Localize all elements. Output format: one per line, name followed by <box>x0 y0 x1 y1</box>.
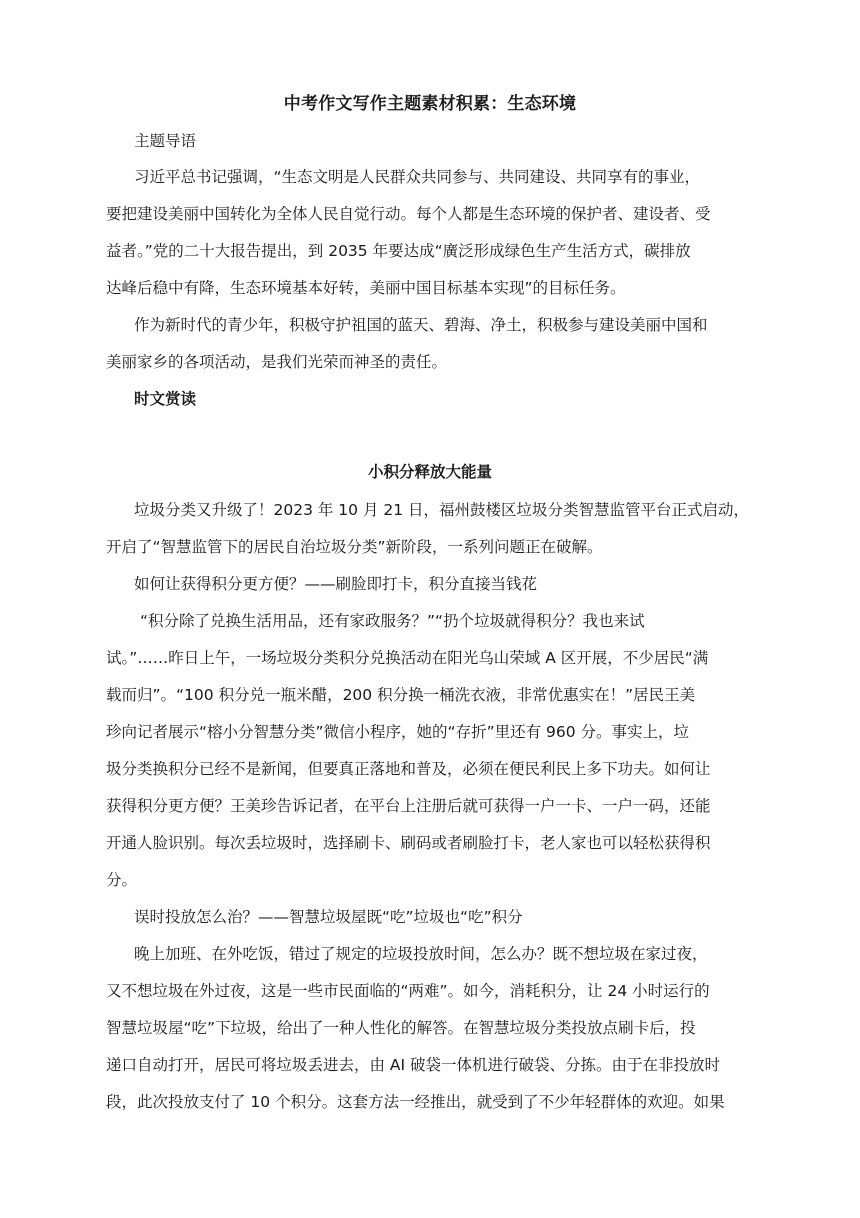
text-line: 晚上加班、在外吃饭，错过了规定的垃圾投放时间，怎么办？既不想垃圾在家过夜， <box>134 945 708 963</box>
article-title: 小积分释放大能量 <box>367 463 492 481</box>
article-paragraph-3 <box>106 936 766 1121</box>
reading-heading: 时文赏读 <box>134 390 197 408</box>
text-line: 获得积分更方便？王美珍告诉记者，在平台上注册后就可获得一户一卡、一户一码，还能 <box>106 797 711 815</box>
text-line: 开启了“智慧监管下的居民自治垃圾分类”新阶段，一系列问题正在破解。 <box>106 538 603 556</box>
intro-paragraph-1 <box>106 159 766 307</box>
article-paragraph-1 <box>106 492 766 566</box>
text-line: 达峰后稳中有降，生态环境基本好转，美丽中国目标基本实现”的目标任务。 <box>106 279 626 297</box>
text-line: 习近平总书记强调，“生态文明是人民群众共同参与、共同建设、共同享有的事业， <box>134 168 701 186</box>
article-paragraph-2 <box>106 603 766 899</box>
text-line: 垃圾分类又升级了！2023 年 10 月 21 日，福州鼓楼区垃圾分类智慧监管平台正式启动， <box>134 501 750 519</box>
text-line: 圾分类换积分已经不是新闻，但要真正落地和普及，必须在便民利民上多下功夫。如何让 <box>106 760 711 778</box>
article-subheading-2 <box>106 899 766 936</box>
text-line: 如何让获得积分更方便？——刷脸即打卡，积分直接当钱花 <box>134 575 538 593</box>
text-line: 试。”……昨日上午，一场垃圾分类积分兑换活动在阳光乌山荣域 A 区开展，不少居民“满 <box>106 649 709 667</box>
text-line: 美丽家乡的各项活动，是我们光荣而神圣的责任。 <box>106 353 448 371</box>
intro-paragraph-2 <box>106 307 766 381</box>
text-line: 递口自动打开，居民可将垃圾丢进去，由 AI 破袋一体机进行破袋、分拣。由于在非投放时 <box>106 1056 721 1074</box>
intro-heading: 主题导语 <box>134 132 197 150</box>
text-line: 开通人脸识别。每次丢垃圾时，选择刷卡、刷码或者刷脸打卡，老人家也可以轻松获得积 <box>106 834 711 852</box>
article-subheading-1 <box>106 566 766 603</box>
text-line: 误时投放怎么治？——智慧垃圾屋既“吃”垃圾也“吃”积分 <box>134 908 523 926</box>
text-line: 要把建设美丽中国转化为全体人民自觉行动。每个人都是生态环境的保护者、建设者、受 <box>106 205 711 223</box>
text-line: “积分除了兑换生活用品，还有家政服务？”“扔个垃圾就得积分？我也来试 <box>140 612 645 630</box>
text-line: 智慧垃圾屋“吃”下垃圾，给出了一种人性化的解答。在智慧垃圾分类投放点刷卡后，投 <box>106 1019 696 1037</box>
text-line: 段，此次投放支付了 10 个积分。这套方法一经推出，就受到了不少年轻群体的欢迎。如果 <box>106 1093 725 1111</box>
text-line: 益者。”党的二十大报告提出，到 2035 年要达成“廣泛形成绿色生产生活方式，碳排放 <box>106 242 691 260</box>
text-line: 又不想垃圾在外过夜，这是一些市民面临的“两难”。如今，消耗积分，让 24 小时运行的 <box>106 982 710 1000</box>
text-line: 珍向记者展示“榕小分智慧分类”微信小程序，她的“存折”里还有 960 分。事实上，垃 <box>106 723 690 741</box>
text-line: 分。 <box>106 871 138 889</box>
text-line: 载而归”。“100 积分兑一瓶米醋，200 积分换一桶洗衣液，非常优惠实在！”居民王美 <box>106 686 696 704</box>
text-line: 作为新时代的青少年，积极守护祖国的蓝天、碧海、净土，积极参与建设美丽中国和 <box>134 316 708 334</box>
document-title: 中考作文写作主题素材积累：生态环境 <box>283 94 577 114</box>
